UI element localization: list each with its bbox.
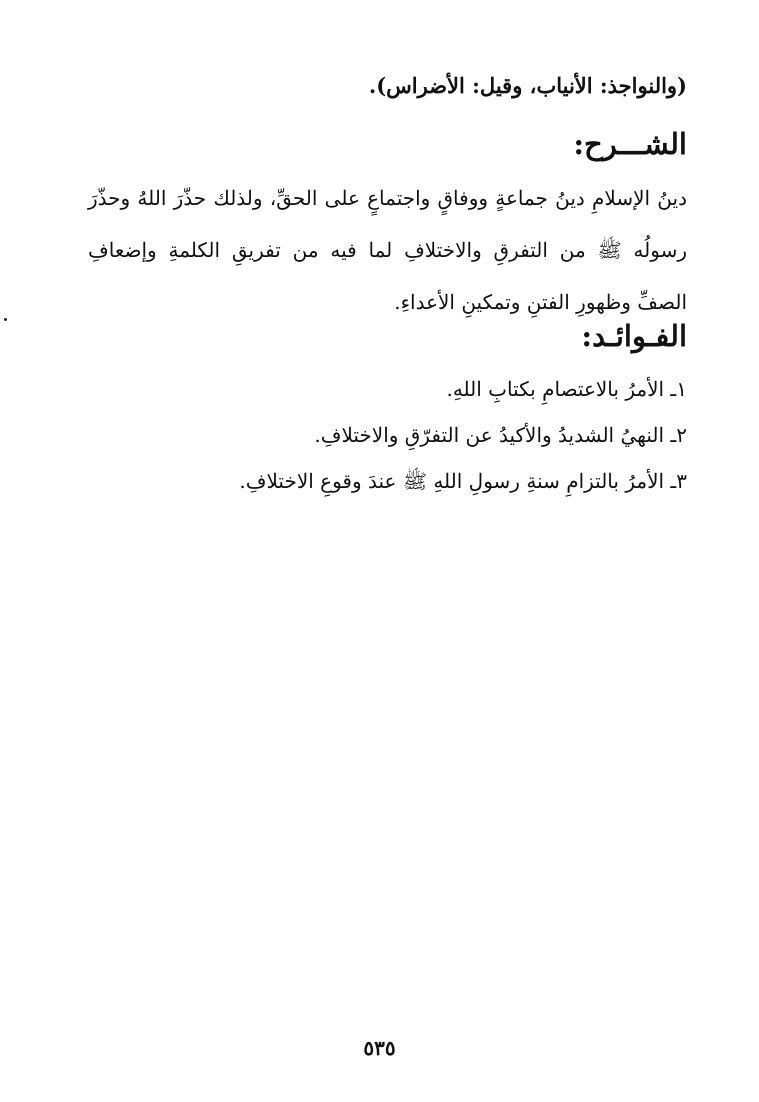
page-number: ٥٣٥ — [363, 1036, 396, 1060]
fawaid-list — [239, 366, 687, 504]
scan-speck — [4, 318, 7, 321]
list-item: ١ـ الأمرُ بالاعتصامِ بكتابِ اللهِ. — [446, 377, 687, 401]
list-item: ٢ـ النهيُ الشديدُ والأكيدُ عن التفرّقِ والاختلافِ. — [314, 423, 687, 447]
sharh-paragraph: دينُ الإسلامِ دينُ جماعةٍ ووفاقٍ واجتماعٍ على الحقِّ، ولذلك حذّرَ اللهُ وحذّرَ رسولُه ﷺ من التفرقِ والاختلافِ لما فيه من تفريقِ الكلمةِ وإضعافِ الصفِّ وظهورِ الفتنِ وتمكينِ الأعداءِ. — [88, 186, 687, 314]
sharh-heading: الشـــرح: — [573, 127, 687, 161]
fawaid-heading: الفـوائـد: — [581, 319, 687, 353]
note-line: (والنواجذ: الأنياب، وقيل: الأضراس). — [368, 73, 687, 98]
list-item: ٣ـ الأمرُ بالتزامِ سنةِ رسولِ اللهِ ﷺ عندَ وقوعِ الاختلافِ. — [239, 469, 687, 493]
